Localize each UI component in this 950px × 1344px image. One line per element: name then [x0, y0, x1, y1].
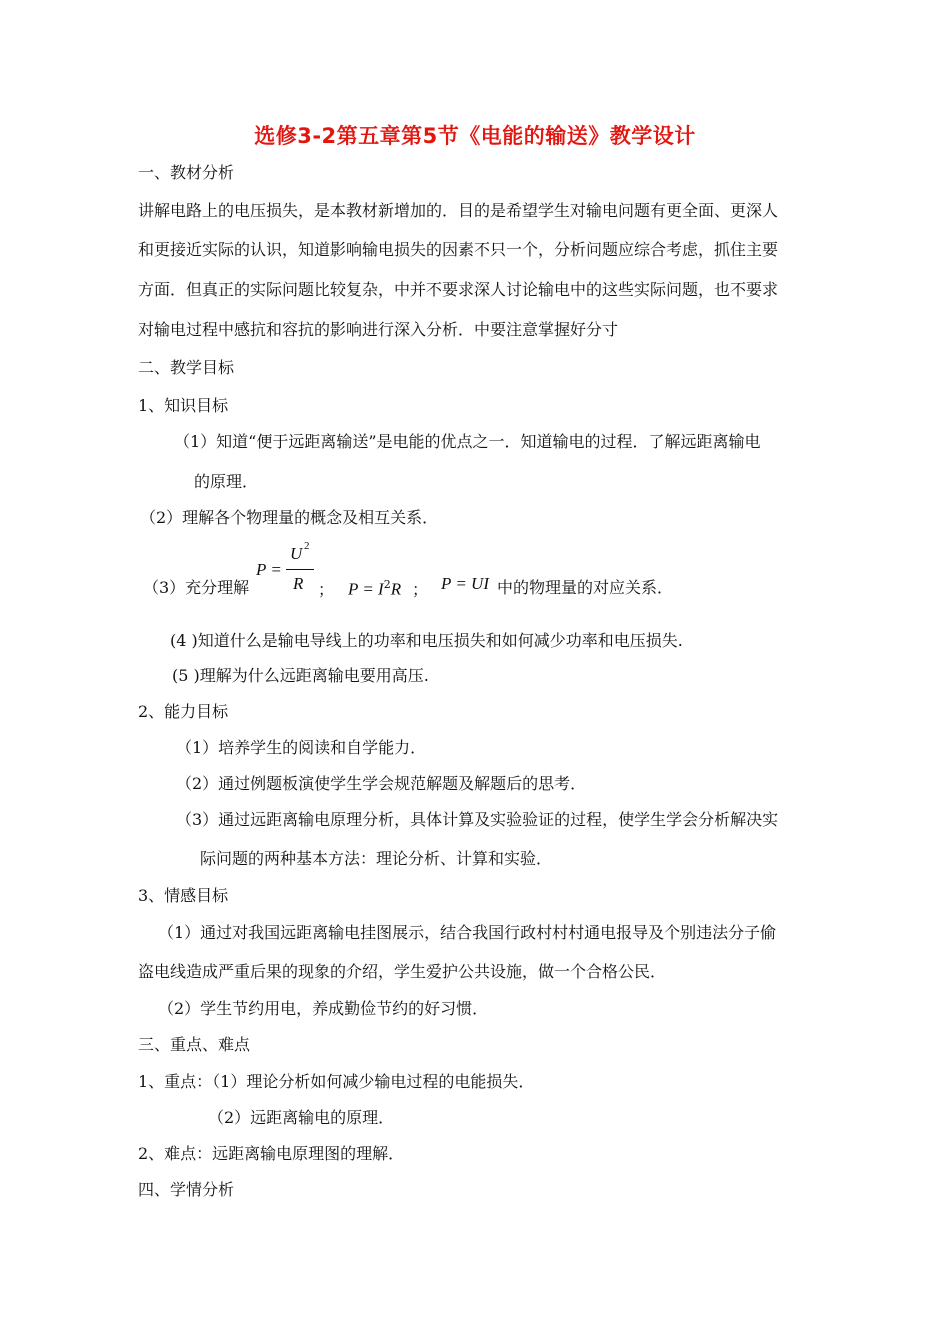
list-item: (5 )理解为什么远距离输电要用高压.: [172, 666, 429, 685]
list-item: (4 )知道什么是输电导线上的功率和电压损失和如何减少功率和电压损失.: [170, 631, 683, 650]
list-item-continuation: 盗电线造成严重后果的现象的介绍，学生爱护公共设施，做一个合格公民．: [138, 962, 667, 981]
list-item-continuation: 的原理．: [194, 472, 259, 491]
separator: ；: [412, 580, 429, 599]
formula-numerator: U: [290, 544, 303, 563]
paragraph-line: 讲解电路上的电压损失，是本教材新增加的．目的是希望学生对输电问题有更全面、更深人: [138, 201, 779, 220]
list-item: （3）通过远距离输电原理分析，具体计算及实验验证的过程，使学生学会分析解决实: [176, 810, 779, 829]
key-point-line: （2）远距离输电的原理．: [208, 1108, 395, 1127]
key-point-line: 1、重点：（1）理论分析如何减少输电过程的电能损失．: [138, 1072, 535, 1091]
formula-exponent: 2: [304, 540, 310, 552]
section-heading-1: 一、教材分析: [138, 163, 235, 182]
list-item: （1）通过对我国远距离输电挂图展示，结合我国行政村村村通电报导及个别违法分子偷: [158, 923, 777, 942]
difficulty-line: 2、难点：远距离输电原理图的理解．: [138, 1144, 405, 1163]
formula-lhs: P =: [256, 560, 282, 579]
section-heading-3: 三、重点、难点: [138, 1035, 251, 1054]
list-item-suffix: 中的物理量的对应关系．: [497, 578, 674, 597]
list-item: （2）学生节约用电，养成勤俭节约的好习惯．: [158, 999, 489, 1018]
list-item: （1）知道“便于远距离输送”是电能的优点之一．知道输电的过程．了解远距离输电: [174, 432, 761, 451]
subheading-knowledge: 1、知识目标: [138, 396, 229, 415]
fraction-bar: [286, 569, 314, 570]
document-title: 选修3-2第五章第5节《电能的输送》教学设计: [254, 124, 696, 148]
formula-power-ui: P = UI: [441, 574, 489, 593]
list-item: （2）理解各个物理量的概念及相互关系．: [140, 508, 439, 527]
formula-denominator: R: [293, 574, 304, 593]
list-item: （2）通过例题板演使学生学会规范解题及解题后的思考．: [176, 774, 587, 793]
paragraph-line: 和更接近实际的认识，知道影响输电损失的因素不只一个，分析问题应综合考虑，抓住主要: [138, 240, 779, 259]
paragraph-line: 方面．但真正的实际问题比较复杂，中并不要求深人讨论输电中的这些实际问题，也不要求: [138, 280, 779, 299]
subheading-ability: 2、能力目标: [138, 702, 229, 721]
list-item: （1）培养学生的阅读和自学能力．: [176, 738, 427, 757]
subheading-emotion: 3、情感目标: [138, 886, 229, 905]
paragraph-line: 对输电过程中感抗和容抗的影响进行深入分析．中要注意掌握好分寸: [138, 320, 619, 339]
section-heading-2: 二、教学目标: [138, 358, 235, 377]
formula-power-voltage: [246, 540, 326, 606]
formula-power-current: $P = I^2R$: [348, 578, 402, 599]
separator: ；: [318, 580, 335, 599]
section-heading-4: 四、学情分析: [138, 1180, 235, 1199]
list-item-continuation: 际问题的两种基本方法：理论分析、计算和实验．: [200, 849, 553, 868]
list-item-prefix: （3）充分理解: [143, 578, 250, 597]
